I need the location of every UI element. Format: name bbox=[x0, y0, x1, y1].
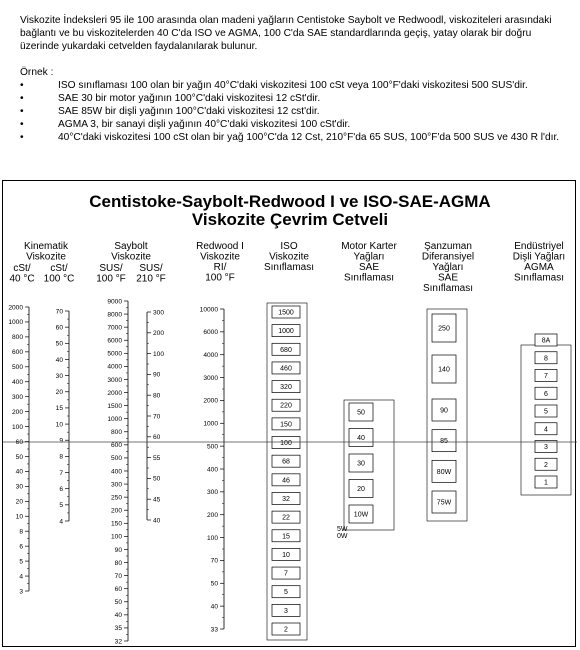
iso-grade-label: 3 bbox=[284, 607, 288, 615]
tick-label: 5 bbox=[59, 502, 63, 510]
agma-grade-label: 4 bbox=[544, 426, 548, 434]
tick-label: 300 bbox=[206, 489, 218, 497]
header-endustriyel: Dişli Yağları bbox=[512, 251, 566, 263]
tick-label: 500 bbox=[11, 364, 23, 372]
tick-label: 6 bbox=[59, 485, 63, 493]
list-item: • 40°C'daki viskozitesi 100 cSt olan bir yağ 100°C'da 12 Cst, 210°F'da 65 SUS, 100°F'da 500 SUS ve 430 R l'dır. bbox=[20, 131, 568, 144]
tick-label: 90 bbox=[114, 546, 122, 554]
header-redwood: 100 °F bbox=[205, 272, 235, 284]
sanzuman-grade-label: 140 bbox=[438, 366, 450, 374]
tick-label: 800 bbox=[110, 429, 122, 437]
sanzuman-grade-label: 90 bbox=[440, 407, 448, 415]
header-saybolt: Saybolt bbox=[114, 241, 148, 252]
tick-label: 30 bbox=[55, 372, 63, 380]
conversion-chart-svg bbox=[3, 181, 577, 648]
iso-grade-label: 2 bbox=[284, 626, 288, 634]
tick-label: 1000 bbox=[107, 415, 122, 423]
tick-label: 6000 bbox=[203, 329, 218, 337]
motor-grade-label: 50 bbox=[357, 409, 365, 417]
motor-grade-label: 20 bbox=[357, 486, 365, 493]
header-sanzuman: SAE bbox=[437, 272, 459, 284]
header-endustriyel: Endüstriyel bbox=[514, 241, 564, 252]
header-endustriyel: Sınıflaması bbox=[513, 272, 565, 284]
list-item: • SAE 30 bir motor yağının 100°C'daki viskozitesi 12 cSt'dir. bbox=[20, 92, 568, 105]
iso-grade-label: 10 bbox=[282, 551, 290, 559]
tick-label: 300 bbox=[110, 481, 122, 489]
tick-label: 300 bbox=[11, 393, 23, 401]
tick-label: 4 bbox=[19, 573, 23, 581]
tick-label: 80 bbox=[114, 559, 122, 567]
iso-grade-label: 46 bbox=[282, 477, 290, 485]
tick-label: 32 bbox=[114, 638, 122, 646]
tick-label: 3000 bbox=[107, 376, 122, 384]
agma-grade-label: 8 bbox=[544, 355, 548, 363]
sanzuman-grade-label: 80W bbox=[436, 468, 452, 476]
tick-label: 60 bbox=[153, 434, 161, 442]
agma-grade-frame bbox=[521, 345, 571, 495]
example-title: Örnek : bbox=[20, 67, 54, 78]
header-sus100: SUS/ bbox=[99, 263, 123, 274]
iso-grade-label: 15 bbox=[282, 533, 290, 541]
tick-label: 200 bbox=[11, 408, 23, 416]
iso-grade-label: 220 bbox=[280, 402, 292, 410]
tick-label: 15 bbox=[55, 405, 63, 413]
tick-label: 40 bbox=[15, 468, 23, 476]
iso-grade-label: 150 bbox=[280, 421, 292, 429]
tick-label: 70 bbox=[153, 413, 161, 421]
tick-label: 600 bbox=[110, 442, 122, 450]
tick-label: 4000 bbox=[107, 363, 122, 371]
iso-grade-label: 100 bbox=[280, 440, 292, 448]
motor-grade-label: 5W bbox=[337, 526, 348, 533]
tick-label: 50 bbox=[114, 599, 122, 607]
header-redwood: Redwood I bbox=[196, 241, 244, 252]
motor-grade-label: 40 bbox=[357, 435, 365, 442]
iso-grade-label: 1500 bbox=[278, 309, 294, 317]
header-sus210: 210 °F bbox=[136, 273, 166, 285]
tick-label: 250 bbox=[110, 494, 122, 502]
header-iso: Viskozite bbox=[269, 251, 309, 263]
tick-label: 80 bbox=[153, 392, 161, 400]
tick-label: 40 bbox=[153, 517, 161, 525]
header-sanzuman: Sınıflaması bbox=[422, 283, 474, 294]
motor-grade-label: 10W bbox=[353, 511, 369, 519]
tick-label: 70 bbox=[210, 557, 218, 565]
header-redwood: RI/ bbox=[213, 262, 227, 273]
tick-label: 6000 bbox=[107, 337, 122, 345]
tick-label: 100 bbox=[110, 533, 122, 541]
header-sus100: 100 °F bbox=[96, 273, 126, 285]
iso-grade-label: 320 bbox=[280, 384, 292, 392]
header-endustriyel: AGMA bbox=[524, 262, 554, 273]
tick-label: 500 bbox=[206, 443, 218, 451]
tick-label: 200 bbox=[206, 512, 218, 520]
iso-grade-label: 460 bbox=[280, 365, 292, 373]
example-list bbox=[20, 79, 568, 144]
header-sus210: SUS/ bbox=[139, 263, 163, 274]
tick-label: 20 bbox=[15, 498, 23, 506]
iso-grade-label: 68 bbox=[282, 458, 290, 466]
sanzuman-grade-label: 250 bbox=[438, 325, 450, 333]
iso-grade-label: 680 bbox=[280, 346, 292, 354]
tick-label: 40 bbox=[210, 603, 218, 611]
tick-label: 400 bbox=[206, 466, 218, 474]
tick-label: 33 bbox=[210, 626, 218, 634]
tick-label: 5 bbox=[19, 558, 23, 566]
tick-label: 400 bbox=[110, 468, 122, 476]
header-sanzuman: Şanzuman bbox=[424, 241, 472, 252]
header-redwood: Viskozite bbox=[200, 251, 240, 263]
tick-label: 400 bbox=[11, 379, 23, 387]
tick-label: 9000 bbox=[107, 298, 122, 306]
chart-title-line1: Centistoke-Saybolt-Redwood I ve ISO-SAE-AGMA bbox=[89, 192, 491, 211]
tick-label: 10 bbox=[55, 421, 63, 429]
tick-label: 2000 bbox=[203, 397, 218, 405]
chart-title-line2: Viskozite Çevrim Cetveli bbox=[191, 210, 389, 229]
tick-label: 8 bbox=[59, 453, 63, 461]
header-iso: ISO bbox=[280, 241, 298, 252]
sanzuman-grade-label: 75W bbox=[436, 499, 452, 507]
agma-grade-label: 6 bbox=[544, 390, 548, 398]
header-cst100: cSt/ bbox=[50, 263, 68, 274]
header-sanzuman: Diferansiyel bbox=[421, 251, 475, 263]
agma-grade-label: 8A bbox=[541, 337, 551, 345]
tick-label: 50 bbox=[55, 340, 63, 348]
tick-label: 200 bbox=[153, 330, 165, 338]
tick-label: 6 bbox=[19, 543, 23, 551]
tick-label: 600 bbox=[11, 349, 23, 357]
sanzuman-grade-label: 85 bbox=[440, 438, 448, 446]
header-cst40: 40 °C bbox=[9, 273, 35, 285]
agma-grade-label: 5 bbox=[544, 408, 548, 416]
tick-label: 30 bbox=[15, 483, 23, 491]
intro-text bbox=[20, 14, 568, 144]
motor-grade-label: 0W bbox=[337, 533, 348, 540]
tick-label: 7 bbox=[59, 469, 63, 477]
iso-grade-label: 32 bbox=[282, 495, 290, 503]
iso-grade-label: 22 bbox=[282, 514, 290, 522]
tick-label: 100 bbox=[206, 534, 218, 542]
header-iso: Sınıflaması bbox=[263, 262, 315, 273]
tick-label: 50 bbox=[15, 453, 23, 461]
conversion-chart bbox=[2, 180, 576, 647]
tick-label: 10000 bbox=[199, 306, 218, 314]
header-kinematic: Kinematik bbox=[24, 241, 68, 252]
header-motor: Yağları bbox=[353, 251, 385, 263]
tick-label: 60 bbox=[55, 324, 63, 332]
list-item: • AGMA 3, bir sanayi dişli yağının 40°C'daki viskozitesi 100 cSt'dir. bbox=[20, 118, 568, 131]
tick-label: 150 bbox=[110, 520, 122, 528]
tick-label: 35 bbox=[114, 625, 122, 633]
header-sanzuman: Yağları bbox=[432, 262, 464, 273]
agma-grade-label: 2 bbox=[544, 461, 548, 469]
tick-label: 1500 bbox=[107, 402, 122, 410]
header-cst100: 100 °C bbox=[43, 273, 75, 285]
tick-label: 800 bbox=[11, 334, 23, 342]
iso-grade-label: 1000 bbox=[278, 328, 294, 336]
tick-label: 45 bbox=[153, 496, 161, 504]
tick-label: 60 bbox=[15, 438, 23, 446]
motor-grade-label: 30 bbox=[357, 460, 365, 468]
header-kinematic: Viskozite bbox=[26, 251, 66, 263]
tick-label: 20 bbox=[55, 389, 63, 397]
tick-label: 60 bbox=[114, 585, 122, 593]
tick-label: 40 bbox=[55, 356, 63, 364]
list-item: • ISO sınıflaması 100 olan bir yağın 40°C'daki viskozitesi 100 cSt veya 100°F'daki viskozitesi 500 SUS'dir. bbox=[20, 79, 568, 92]
tick-label: 100 bbox=[153, 350, 165, 358]
tick-label: 70 bbox=[55, 308, 63, 316]
tick-label: 10 bbox=[15, 513, 23, 521]
header-cst40: cSt/ bbox=[13, 263, 31, 274]
tick-label: 200 bbox=[110, 507, 122, 515]
tick-label: 2000 bbox=[8, 304, 23, 312]
tick-label: 100 bbox=[11, 423, 23, 431]
tick-label: 55 bbox=[153, 454, 161, 462]
agma-grade-label: 1 bbox=[544, 479, 548, 487]
agma-grade-label: 7 bbox=[544, 373, 548, 380]
tick-label: 40 bbox=[114, 612, 122, 620]
tick-label: 2000 bbox=[107, 389, 122, 397]
tick-label: 1000 bbox=[8, 319, 23, 327]
header-motor: Sınıflaması bbox=[343, 272, 395, 284]
tick-label: 50 bbox=[153, 475, 161, 483]
header-saybolt: Viskozite bbox=[111, 251, 151, 263]
iso-grade-label: 7 bbox=[284, 570, 288, 578]
tick-label: 8000 bbox=[107, 311, 122, 319]
tick-label: 5000 bbox=[107, 350, 122, 358]
tick-label: 4000 bbox=[203, 352, 218, 360]
tick-label: 50 bbox=[210, 580, 218, 588]
list-item: • SAE 85W bir dişli yağının 100°C'daki viskozitesi 12 cst'dir. bbox=[20, 105, 568, 118]
tick-label: 70 bbox=[114, 572, 122, 580]
tick-label: 300 bbox=[153, 309, 165, 317]
tick-label: 3000 bbox=[203, 374, 218, 382]
tick-label: 4 bbox=[59, 518, 63, 526]
tick-label: 500 bbox=[110, 455, 122, 463]
intro-paragraph: Viskozite İndeksleri 95 ile 100 arasında olan madeni yağların Centistoke Saybolt ve Redwoodl, viskoziteleri arasındaki bağlantı ve bu viskozitelerden 40 C'da ISO ve AGMA, 100 C'da SAE standardlarında geçiş, yatay olarak bir doğru üzerinde yukardaki cetvelden faydalanılarak bulunur. bbox=[20, 15, 552, 52]
header-motor: Motor Karter bbox=[341, 241, 397, 252]
header-motor: SAE bbox=[358, 262, 380, 273]
agma-grade-label: 3 bbox=[544, 444, 548, 451]
tick-label: 8 bbox=[19, 528, 23, 536]
tick-label: 90 bbox=[153, 371, 161, 379]
tick-label: 9 bbox=[59, 437, 63, 445]
tick-label: 7000 bbox=[107, 324, 122, 332]
iso-grade-label: 5 bbox=[284, 589, 288, 597]
tick-label: 1000 bbox=[203, 420, 218, 428]
tick-label: 3 bbox=[19, 588, 23, 596]
